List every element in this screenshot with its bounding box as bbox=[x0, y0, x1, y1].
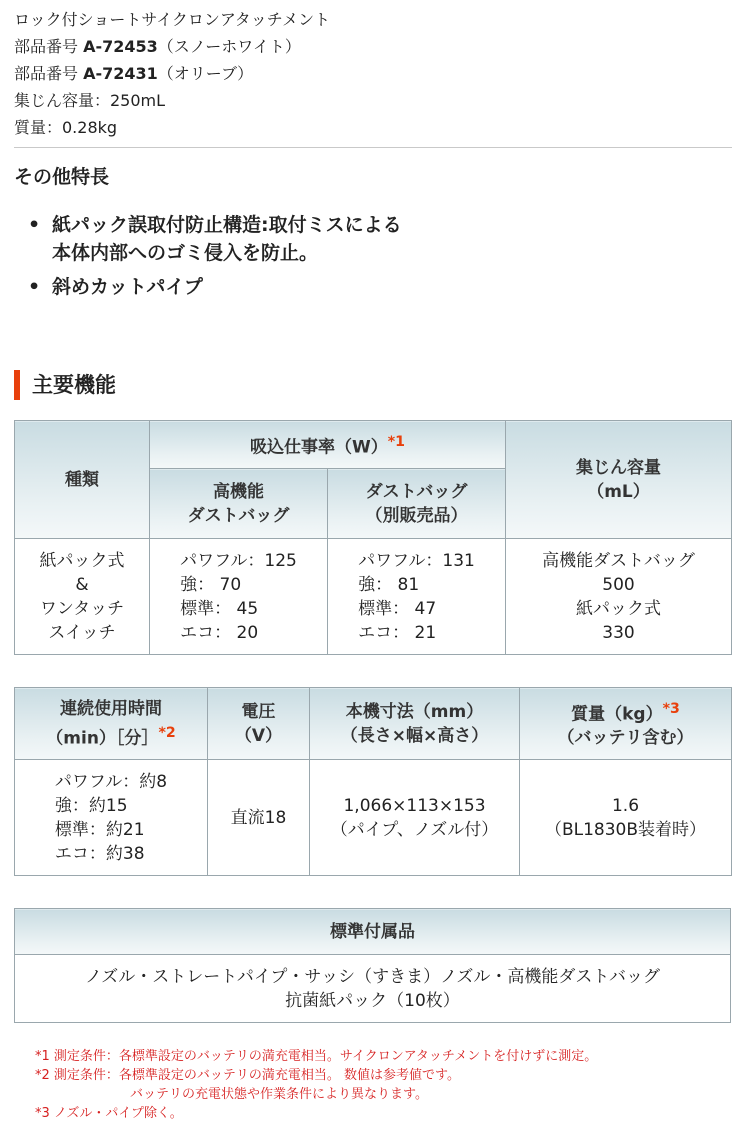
bullet-icon: • bbox=[28, 214, 41, 236]
part-code: A-72431 bbox=[83, 64, 158, 83]
footnote-1: *1 測定条件：各標準設定のバッテリの満充電相当。サイクロンアタッチメントを付けずに測定。 bbox=[35, 1049, 598, 1064]
cell-voltage: 直流18 bbox=[208, 760, 310, 876]
header-mass: 質量（kg）$^{*3}$ （バッテリ含む） bbox=[520, 688, 732, 760]
feature-item: • 斜めカットパイプ bbox=[52, 273, 203, 301]
accessory-mass: 質量：0.28kg bbox=[14, 118, 118, 137]
part-code: A-72453 bbox=[83, 37, 158, 56]
header-suction-power: 吸込仕事率$(W)^{*1}$ bbox=[150, 421, 506, 469]
footnote-2: *2 測定条件：各標準設定のバッテリの満充電相当。 数値は参考値です。 bbox=[35, 1068, 460, 1083]
cell-runtime: パワフル：約8 強：約15 標準：約21 エコ：約38 bbox=[15, 760, 208, 876]
divider bbox=[14, 147, 732, 148]
header-dimensions: 本機寸法（mm） （長さ×幅×高さ） bbox=[310, 688, 520, 760]
footnote-2-cont: バッテリの充電状態や作業条件により異なります。 bbox=[130, 1087, 428, 1102]
accessory-name: ロック付ショートサイクロンアタッチメント bbox=[14, 10, 331, 29]
part-number-white: 部品番号 A-72453（スノーホワイト） bbox=[14, 37, 301, 56]
part-number-olive: 部品番号 A-72431（オリーブ） bbox=[14, 64, 254, 83]
header-type: 種類 bbox=[15, 421, 150, 539]
header-capacity: 集じん容量 （mL） bbox=[506, 421, 732, 539]
bullet-icon: • bbox=[28, 276, 41, 298]
footnote-3: *3 ノズル・パイプ除く。 bbox=[35, 1106, 183, 1121]
cell-dustbag-power: パワフル：131 強： 81 標準： 47 エコ： 21 bbox=[328, 539, 506, 655]
cell-type: 紙パック式 & ワンタッチ スイッチ bbox=[15, 539, 150, 655]
feature-item: • 紙パック誤取付防止構造:取付ミスによる 本体内部へのゴミ侵入を防止。 bbox=[52, 211, 402, 267]
header-runtime: 連続使用時間 （min）［分］$^{*2}$ bbox=[15, 688, 208, 760]
header-hp-dustbag: 高機能 ダストバッグ bbox=[150, 469, 328, 539]
cell-accessories: ノズル・ストレートパイプ・サッシ（すきま）ノズル・高機能ダストバッグ 抗菌紙パック（10枚） bbox=[15, 955, 731, 1023]
main-features-title: 主要機能 bbox=[14, 370, 116, 400]
header-voltage: 電圧 （V） bbox=[208, 688, 310, 760]
accessory-spec bbox=[14, 6, 330, 141]
cell-mass: 1.6 （BL1830B装着時） bbox=[520, 760, 732, 876]
features-title: その他特長 bbox=[14, 166, 110, 188]
suction-table bbox=[14, 420, 732, 655]
cell-dimensions: 1,066×113×153 （パイプ、ノズル付） bbox=[310, 760, 520, 876]
header-dustbag: ダストバッグ （別販売品） bbox=[328, 469, 506, 539]
accessories-table bbox=[14, 908, 731, 1023]
runtime-table bbox=[14, 687, 732, 876]
cell-capacity: 高機能ダストバッグ 500 紙パック式 330 bbox=[506, 539, 732, 655]
cell-hp-dustbag-power: パワフル：125 強： 70 標準： 45 エコ： 20 bbox=[150, 539, 328, 655]
accessory-capacity: 集じん容量：250mL bbox=[14, 91, 166, 110]
header-accessories: 標準付属品 bbox=[15, 909, 731, 955]
footnotes bbox=[35, 1047, 597, 1123]
